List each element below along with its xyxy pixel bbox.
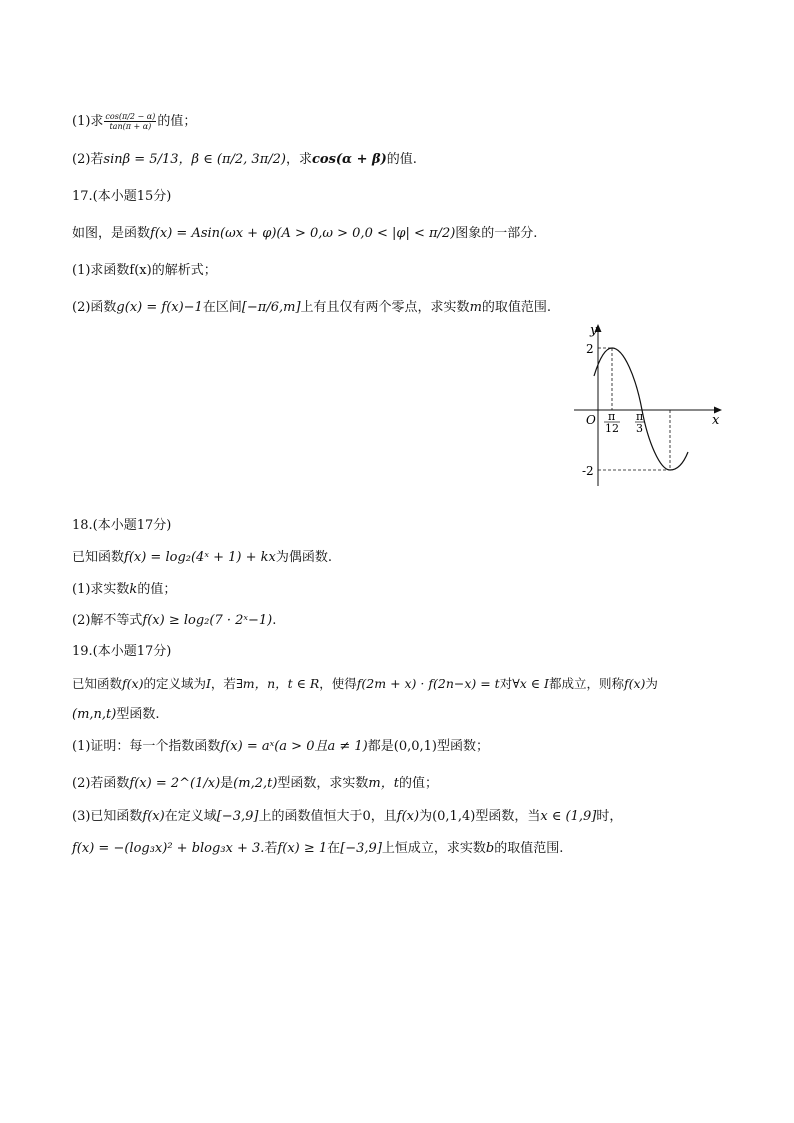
q18-part2-a: (2)解不等式 [72,613,143,628]
q19-p4-dom: [−3,9] [340,841,382,856]
q19-p3-f: 型函数，当 [475,809,541,824]
q18-part1-k: k [129,582,138,597]
q16-part2-suffix: 的值. [386,152,417,167]
x-tick2-denominator: 3 [636,422,643,435]
q16-part2-prefix: (2)若 [72,152,104,167]
q16-part2-condition: sinβ = 5/13，β ∈ (π/2, 3π/2) [103,152,286,167]
q19-l1-a: 已知函数 [72,676,123,691]
q19-p2-b: 是 [220,776,234,791]
q19-l1-c: ，若 [210,676,236,691]
q18-intro-a: 已知函数 [72,550,125,565]
q16-part1-suffix: 的值； [157,114,197,129]
q16-part1-fraction [104,112,156,131]
q19-p1-t: (0,0,1) [393,739,437,754]
x-tick1-numerator: π [608,410,616,423]
fraction-denominator: tan(π + α) [109,122,152,131]
q19-p4-bvar: b [485,841,495,856]
q19-p1-a: (1)证明：每一个指数函数 [72,739,221,754]
q17-part1: (1)求函数f(x)的解析式； [72,263,217,278]
q19-p3-dom: [−3,9] [216,809,259,824]
x-tick1-denominator: 12 [605,422,619,435]
q18-header: 18.(本小题17分) [72,518,172,533]
q19-p3-fx: f(x) [142,809,165,824]
q19-p2-c: 型函数，求实数 [277,776,369,791]
q19-part3 [72,808,622,826]
q19-l2-b: 型函数. [116,707,160,722]
q19-p3-b: 在定义域 [164,809,217,824]
y-max-label: 2 [586,342,594,356]
x-tick2-numerator: π [636,410,644,423]
q19-p3-fx2: f(x) [396,809,420,824]
origin-label: O [586,413,596,427]
q18-part1-b: 的值； [137,582,177,597]
q16-part2-mid: ，求 [285,152,312,167]
q17-sine-graph [566,318,736,490]
q19-p3-e: 为 [419,809,433,824]
q17-part2-c: 上有且仅有两个零点，求实数 [300,300,470,315]
q19-p4-b: 在 [327,841,341,856]
q18-part2-b: . [272,613,277,628]
q19-part2 [72,775,438,793]
fraction-numerator: cos(π/2 − α) [105,112,156,121]
q19-p4-a: 若 [264,841,278,856]
q19-p3-cond: x ∈ (1,9] [540,809,597,824]
q19-p3-zero: 0 [362,809,371,824]
q19-p3-t: (0,1,4) [432,809,476,824]
q17-intro [72,225,537,243]
q19-p2-fn: f(x) = 2^(1/x) [129,776,221,791]
q18-part2 [72,612,276,630]
q17-part2-interval: [−π/6,m] [241,300,301,315]
q19-p3-g: 时， [596,809,623,824]
q19-header: 19.(本小题17分) [72,644,172,659]
q17-intro-a: 如图，是函数 [72,226,151,241]
y-min-label: -2 [582,464,594,478]
q18-part1-a: (1)求实数 [72,582,130,597]
y-axis-label: y [590,323,598,338]
q19-p4-ineq: f(x) ≥ 1 [277,841,328,856]
q19-p2-a: (2)若函数 [72,776,130,791]
q19-p1-b: 都是 [367,739,394,754]
q19-part1 [72,738,489,756]
q16-part1 [72,112,196,131]
q19-l1-b: 的定义域为 [143,676,206,691]
q16-part2 [72,151,417,169]
q19-p3-a: (3)已知函数 [72,809,143,824]
q17-part2-m: m [469,300,482,315]
q19-p4-d: 的取值范围. [494,841,564,856]
q19-p2-vars: m，t [368,776,399,791]
q19-p4-c: 上恒成立，求实数 [381,841,486,856]
q19-l2-a: (m,n,t) [72,707,117,722]
q17-part2-a: (2)函数 [72,300,117,315]
q19-l1-forall: ∀x ∈ I [512,676,549,691]
q19-p2-t: (m,2,t) [233,776,278,791]
q19-l1-f: 都成立，则称 [548,676,624,691]
q19-p1-fn: f(x) = aˣ(a > 0且a ≠ 1) [220,739,368,754]
q19-l1-exists: ∃m，n，t ∈ R [235,676,320,691]
sine-curve [594,348,688,470]
x-axis-label: x [712,413,720,428]
q16-part1-prefix: (1)求 [72,114,104,129]
q19-l1-fx2: f(x) [623,676,646,691]
q17-intro-b: 图象的一部分. [455,226,538,241]
q19-part3-line2 [72,840,563,858]
q17-part2 [72,299,551,317]
q17-header: 17.(本小题15分) [72,189,172,204]
q18-part2-inequality: f(x) ≥ log₂(7 · 2ˣ−1) [142,613,273,628]
q18-intro-function: f(x) = log₂(4ˣ + 1) + kx [124,550,276,565]
q19-p3-d: ，且 [370,809,397,824]
q19-p2-d: 的值； [398,776,438,791]
q17-part2-d: 的取值范围. [481,300,552,315]
q19-l1-e: 对 [499,676,513,691]
q19-l1-fx: f(x) [122,676,144,691]
q19-l1-g: 为 [645,676,658,691]
q19-line1 [72,675,658,693]
q18-intro [72,549,332,567]
q19-l1-I: I [205,676,211,691]
q19-p1-c: 型函数； [436,739,489,754]
q18-part1 [72,581,176,599]
q19-l1-d: ，使得 [319,676,357,691]
q19-line2 [72,706,159,724]
q18-intro-b: 为偶函数. [275,550,332,565]
q16-part2-target: cos(α + β) [311,152,387,167]
q19-l1-eq: f(2m + x) · f(2n−x) = t [356,676,500,691]
q17-part2-function: g(x) = f(x)−1 [116,300,203,315]
q19-p3-c: 上的函数值恒大于 [258,809,363,824]
q17-part2-b: 在区间 [202,300,242,315]
q17-intro-function: f(x) = Asin(ωx + φ)(A > 0,ω > 0,0 < |φ| < π/2) [150,226,456,241]
q19-p4-fn: f(x) = −(log₃x)² + blog₃x + 3. [72,841,265,856]
